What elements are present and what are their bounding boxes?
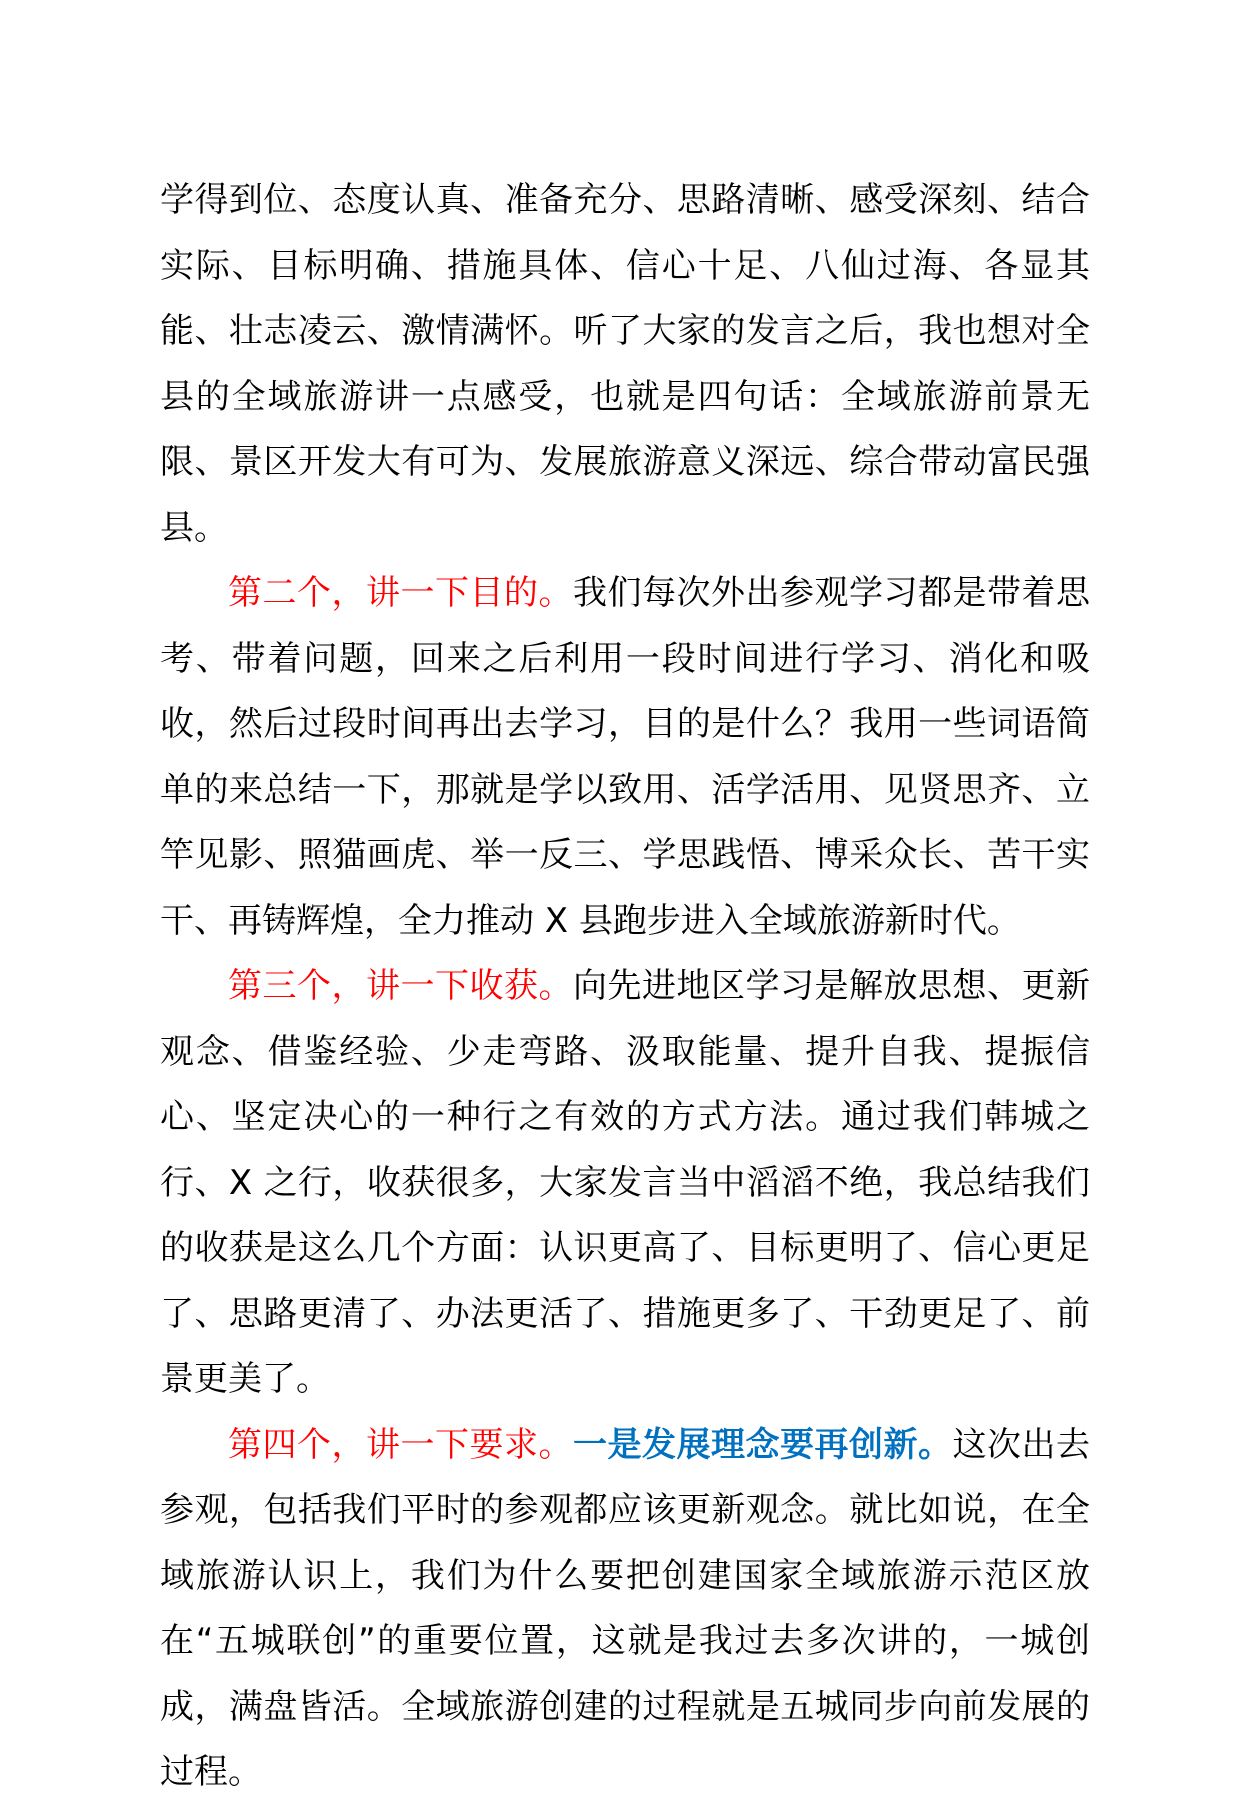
section-heading-purpose: 第二个，讲一下目的。 — [228, 573, 573, 613]
paragraph-text: 这次出去参观，包括我们平时的参观都应该更新观念。就比如说，在全域旅游认识上，我们为什么要把创建国家全域旅游示范区放在“五城联创”的重要位置，这就是我过去多次讲的，一城创成，满盘皆活。全域旅游创建的过程就是五城同步向前发展的过程。 — [160, 1424, 1090, 1792]
subheading-innovation: 一是发展理念要再创新。 — [573, 1424, 953, 1465]
document-body — [160, 168, 1090, 1806]
paragraph-text: 我们每次外出参观学习都是带着思考、带着问题，回来之后利用一段时间进行学习、消化和吸收，然后过段时间再出去学习，目的是什么？我用一些词语简单的来总结一下，那就是学以致用、活学活用、见贤思齐、立竿见影、照猫画虎、举一反三、学思践悟、博采众长、苦干实干、再铸辉煌，全力推动 X 县跑步进入全域旅游新时代。 — [160, 573, 1090, 941]
paragraph-text: 学得到位、态度认真、准备充分、思路清晰、感受深刻、结合实际、目标明确、措施具体、信心十足、八仙过海、各显其能、壮志凌云、激情满怀。听了大家的发言之后，我也想对全县的全域旅游讲一点感受，也就是四句话：全域旅游前景无限、景区开发大有可为、发展旅游意义深远、综合带动富民强县。 — [160, 180, 1090, 548]
paragraph-purpose — [160, 561, 1090, 954]
section-heading-harvest: 第三个，讲一下收获。 — [228, 966, 573, 1006]
paragraph-harvest — [160, 954, 1090, 1413]
paragraph-requirements — [160, 1413, 1090, 1806]
paragraph-intro-continuation — [160, 168, 1090, 561]
section-heading-requirements: 第四个，讲一下要求。 — [228, 1424, 573, 1465]
paragraph-text: 向先进地区学习是解放思想、更新观念、借鉴经验、少走弯路、汲取能量、提升自我、提振信心、坚定决心的一种行之有效的方式方法。通过我们韩城之行、X 之行，收获很多，大家发言当中滔滔不绝，我总结我们的收获是这么几个方面：认识更高了、目标更明了、信心更足了、思路更清了、办法更活了、措施更多了、干劲更足了、前景更美了。 — [160, 966, 1090, 1399]
